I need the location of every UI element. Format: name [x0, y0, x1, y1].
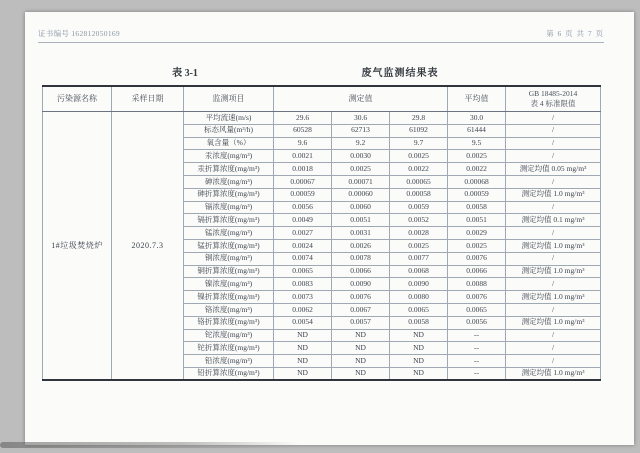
measured-value-cell: ND	[274, 342, 332, 355]
table-row	[43, 112, 601, 125]
measured-value-cell: 0.00065	[390, 175, 448, 188]
item-cell: 铅浓度(mg/m³)	[184, 355, 274, 368]
measured-value-cell: 0.0051	[332, 214, 390, 227]
standard-limit-cell: 测定均值 1.0 mg/m³	[506, 239, 601, 252]
measured-value-cell: 0.0062	[274, 303, 332, 316]
standard-limit-cell: 测定均值 1.0 mg/m³	[506, 265, 601, 278]
measured-value-cell: 0.0027	[274, 227, 332, 240]
measured-value-cell: ND	[274, 355, 332, 368]
page-number: 第 6 页 共 7 页	[546, 29, 604, 38]
average-cell: --	[448, 367, 506, 380]
average-cell: 0.0076	[448, 291, 506, 304]
source-name-cell: 1#垃圾焚烧炉	[43, 112, 112, 381]
measured-value-cell: 0.0083	[274, 278, 332, 291]
measured-value-cell: 0.0057	[332, 316, 390, 329]
measured-value-cell: 0.0024	[274, 239, 332, 252]
document-header	[38, 21, 604, 43]
measured-value-cell: 0.0025	[332, 163, 390, 176]
average-cell: 61444	[448, 124, 506, 137]
measured-value-cell: 0.00060	[332, 188, 390, 201]
measured-value-cell: ND	[390, 367, 448, 380]
table-header-row	[43, 86, 601, 112]
measured-value-cell: 0.0065	[274, 265, 332, 278]
header-source: 污染源名称	[43, 86, 112, 112]
measured-value-cell: 60528	[274, 124, 332, 137]
item-cell: 汞折算浓度(mg/m³)	[184, 163, 274, 176]
average-cell: 9.5	[448, 137, 506, 150]
measured-value-cell: ND	[390, 329, 448, 342]
header-standard	[506, 86, 601, 112]
measured-value-cell: 0.0030	[332, 150, 390, 163]
scanned-report-page	[25, 12, 634, 445]
standard-limit-cell: /	[506, 342, 601, 355]
item-cell: 铜浓度(mg/m³)	[184, 252, 274, 265]
measured-value-cell: 0.0065	[390, 303, 448, 316]
standard-limit-cell: 测定均值 1.0 mg/m³	[506, 188, 601, 201]
item-cell: 镍浓度(mg/m³)	[184, 278, 274, 291]
standard-limit-cell: /	[506, 201, 601, 214]
standard-limit-cell: /	[506, 355, 601, 368]
standard-limit-cell: /	[506, 137, 601, 150]
measured-value-cell: 0.0073	[274, 291, 332, 304]
item-cell: 铅折算浓度(mg/m³)	[184, 367, 274, 380]
measured-value-cell: 0.00071	[332, 175, 390, 188]
measured-value-cell: 0.0025	[390, 239, 448, 252]
measured-value-cell: 0.0028	[390, 227, 448, 240]
measured-value-cell: 0.0056	[274, 201, 332, 214]
item-cell: 铬浓度(mg/m³)	[184, 303, 274, 316]
average-cell: 0.0056	[448, 316, 506, 329]
measured-value-cell: 0.0080	[390, 291, 448, 304]
measured-value-cell: 0.0049	[274, 214, 332, 227]
item-cell: 锰折算浓度(mg/m³)	[184, 239, 274, 252]
measured-value-cell: 9.2	[332, 137, 390, 150]
measured-value-cell: 61092	[390, 124, 448, 137]
certificate-number: 证书编号 162812050169	[38, 29, 120, 38]
item-cell: 镉折算浓度(mg/m³)	[184, 214, 274, 227]
measured-value-cell: 0.0090	[332, 278, 390, 291]
measured-value-cell: 0.0021	[274, 150, 332, 163]
measured-value-cell: 9.6	[274, 137, 332, 150]
average-cell: 0.0025	[448, 239, 506, 252]
average-cell: 0.0029	[448, 227, 506, 240]
item-cell: 铊折算浓度(mg/m³)	[184, 342, 274, 355]
monitoring-results-table	[42, 85, 601, 381]
standard-limit-cell: 测定均值 1.0 mg/m³	[506, 291, 601, 304]
standard-limit-cell: 测定均值 1.0 mg/m³	[506, 316, 601, 329]
average-cell: 0.0066	[448, 265, 506, 278]
standard-limit-cell: 测定均值 0.1 mg/m³	[506, 214, 601, 227]
average-cell: --	[448, 342, 506, 355]
item-cell: 砷折算浓度(mg/m³)	[184, 188, 274, 201]
item-cell: 镉浓度(mg/m³)	[184, 201, 274, 214]
measured-value-cell: 29.8	[390, 112, 448, 125]
measured-value-cell: ND	[274, 367, 332, 380]
table-number: 表 3-1	[172, 68, 198, 79]
results-tbody	[43, 112, 601, 381]
standard-limit-cell: 测定均值 0.05 mg/m³	[506, 163, 601, 176]
header-measured: 测定值	[274, 86, 448, 112]
measured-value-cell: 0.0078	[332, 252, 390, 265]
average-cell: 0.0088	[448, 278, 506, 291]
measured-value-cell: 0.0052	[390, 214, 448, 227]
sample-date-cell: 2020.7.3	[112, 112, 184, 381]
measured-value-cell: 0.0066	[332, 265, 390, 278]
item-cell: 镍折算浓度(mg/m³)	[184, 291, 274, 304]
item-cell: 平均流速(m/s)	[184, 112, 274, 125]
measured-value-cell: 0.0058	[390, 316, 448, 329]
measured-value-cell: 0.0076	[332, 291, 390, 304]
header-date: 采样日期	[112, 86, 184, 112]
average-cell: --	[448, 355, 506, 368]
measured-value-cell: 0.0090	[390, 278, 448, 291]
measured-value-cell: 62713	[332, 124, 390, 137]
measured-value-cell: ND	[332, 367, 390, 380]
measured-value-cell: 9.7	[390, 137, 448, 150]
measured-value-cell: 30.6	[332, 112, 390, 125]
standard-limit-cell: /	[506, 252, 601, 265]
average-cell: --	[448, 329, 506, 342]
average-cell: 0.0051	[448, 214, 506, 227]
measured-value-cell: 0.0074	[274, 252, 332, 265]
item-cell: 标态风量(m³/h)	[184, 124, 274, 137]
measured-value-cell: 0.0067	[332, 303, 390, 316]
measured-value-cell: 0.0060	[332, 201, 390, 214]
measured-value-cell: 0.0068	[390, 265, 448, 278]
measured-value-cell: 0.00067	[274, 175, 332, 188]
average-cell: 0.0076	[448, 252, 506, 265]
measured-value-cell: 0.00059	[274, 188, 332, 201]
scan-edge-shadow	[0, 442, 300, 448]
average-cell: 30.0	[448, 112, 506, 125]
item-cell: 铜折算浓度(mg/m³)	[184, 265, 274, 278]
standard-limit-cell: /	[506, 227, 601, 240]
standard-limit-cell: /	[506, 175, 601, 188]
measured-value-cell: 0.0031	[332, 227, 390, 240]
standard-limit-cell: /	[506, 150, 601, 163]
measured-value-cell: ND	[332, 342, 390, 355]
average-cell: 0.0058	[448, 201, 506, 214]
header-item: 监测项目	[184, 86, 274, 112]
header-standard-line2: 表 4 标准限值	[530, 99, 576, 108]
results-table-wrap	[42, 85, 600, 381]
standard-limit-cell: /	[506, 278, 601, 291]
item-cell: 铊浓度(mg/m³)	[184, 329, 274, 342]
item-cell: 锰浓度(mg/m³)	[184, 227, 274, 240]
measured-value-cell: ND	[390, 342, 448, 355]
average-cell: 0.0025	[448, 150, 506, 163]
measured-value-cell: ND	[332, 355, 390, 368]
measured-value-cell: 0.0059	[390, 201, 448, 214]
measured-value-cell: 29.6	[274, 112, 332, 125]
standard-limit-cell: /	[506, 303, 601, 316]
standard-limit-cell: /	[506, 124, 601, 137]
item-cell: 铬折算浓度(mg/m³)	[184, 316, 274, 329]
average-cell: 0.00059	[448, 188, 506, 201]
average-cell: 0.00068	[448, 175, 506, 188]
measured-value-cell: 0.0054	[274, 316, 332, 329]
measured-value-cell: ND	[274, 329, 332, 342]
measured-value-cell: 0.0018	[274, 163, 332, 176]
table-caption-row	[25, 64, 634, 80]
standard-limit-cell: /	[506, 112, 601, 125]
standard-limit-cell: 测定均值 1.0 mg/m³	[506, 367, 601, 380]
measured-value-cell: 0.0022	[390, 163, 448, 176]
measured-value-cell: 0.00058	[390, 188, 448, 201]
header-standard-line1: GB 18485-2014	[528, 89, 578, 99]
header-average: 平均值	[448, 86, 506, 112]
measured-value-cell: ND	[390, 355, 448, 368]
measured-value-cell: 0.0077	[390, 252, 448, 265]
measured-value-cell: 0.0026	[332, 239, 390, 252]
item-cell: 汞浓度(mg/m³)	[184, 150, 274, 163]
standard-limit-cell: /	[506, 329, 601, 342]
measured-value-cell: ND	[332, 329, 390, 342]
average-cell: 0.0065	[448, 303, 506, 316]
average-cell: 0.0022	[448, 163, 506, 176]
measured-value-cell: 0.0025	[390, 150, 448, 163]
table-title: 废气监测结果表	[361, 68, 439, 79]
item-cell: 砷浓度(mg/m³)	[184, 175, 274, 188]
item-cell: 氧含量（%）	[184, 137, 274, 150]
